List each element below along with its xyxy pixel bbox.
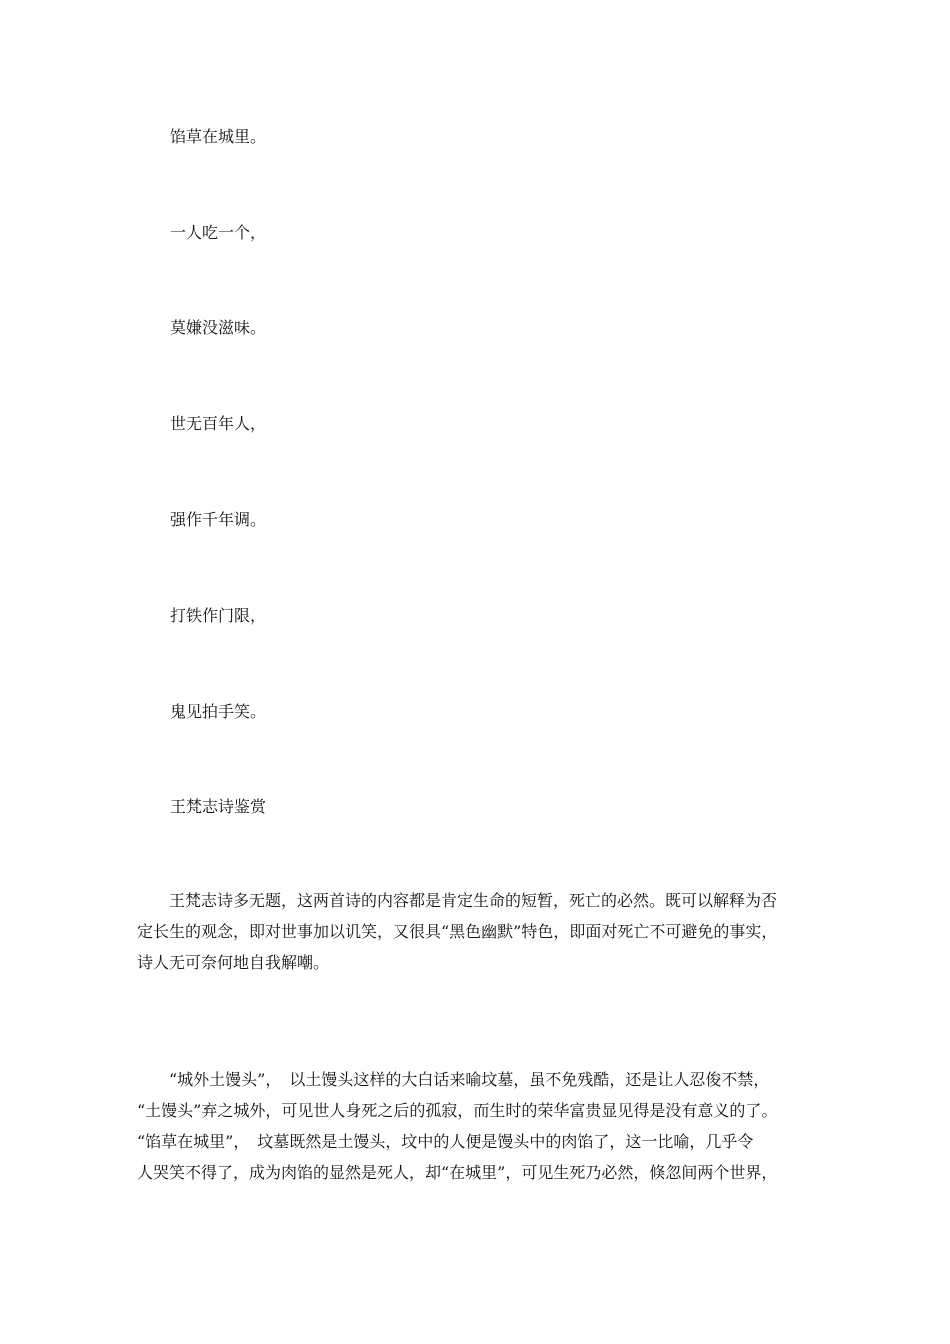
poem-line: 打铁作门限， [170, 606, 267, 625]
poem-line: 强作千年调。 [170, 510, 267, 529]
poem-line: 鬼见拍手笑。 [170, 702, 267, 721]
section-title: 王梵志诗鉴赏 [170, 797, 267, 816]
paragraph-line: 诗人无可奈何地自我解嘲。 [137, 953, 330, 972]
paragraph-2 [137, 1064, 817, 1188]
poem-line: 馅草在城里。 [170, 127, 267, 146]
paragraph-line: “城外土馒头”， 以土馒头这样的大白话来喻坟墓，虽不免残酷，还是让人忍俊不禁， [137, 1070, 770, 1089]
poem-line: 世无百年人， [170, 414, 267, 433]
paragraph-line: 人哭笑不得了，成为肉馅的显然是死人，却“在城里”，可见生死乃必然，倏忽间两个世界， [137, 1163, 778, 1182]
paragraph-line: “土馒头”弃之城外，可见世人身死之后的孤寂，而生时的荣华富贵显见得是没有意义的了。 [137, 1101, 778, 1120]
paragraph-line: 王梵志诗多无题，这两首诗的内容都是肯定生命的短暂，死亡的必然。既可以解释为否 [137, 891, 778, 910]
poem-line: 一人吃一个， [170, 223, 267, 242]
paragraph-1 [137, 885, 817, 978]
paragraph-line: 定长生的观念，即对世事加以讥笑，又很具“黑色幽默”特色，即面对死亡不可避免的事实， [137, 922, 778, 941]
poem-line: 莫嫌没滋味。 [170, 318, 267, 337]
paragraph-line: “馅草在城里”， 坟墓既然是土馒头，坟中的人便是馒头中的肉馅了，这一比喻，几乎令 [137, 1132, 754, 1151]
